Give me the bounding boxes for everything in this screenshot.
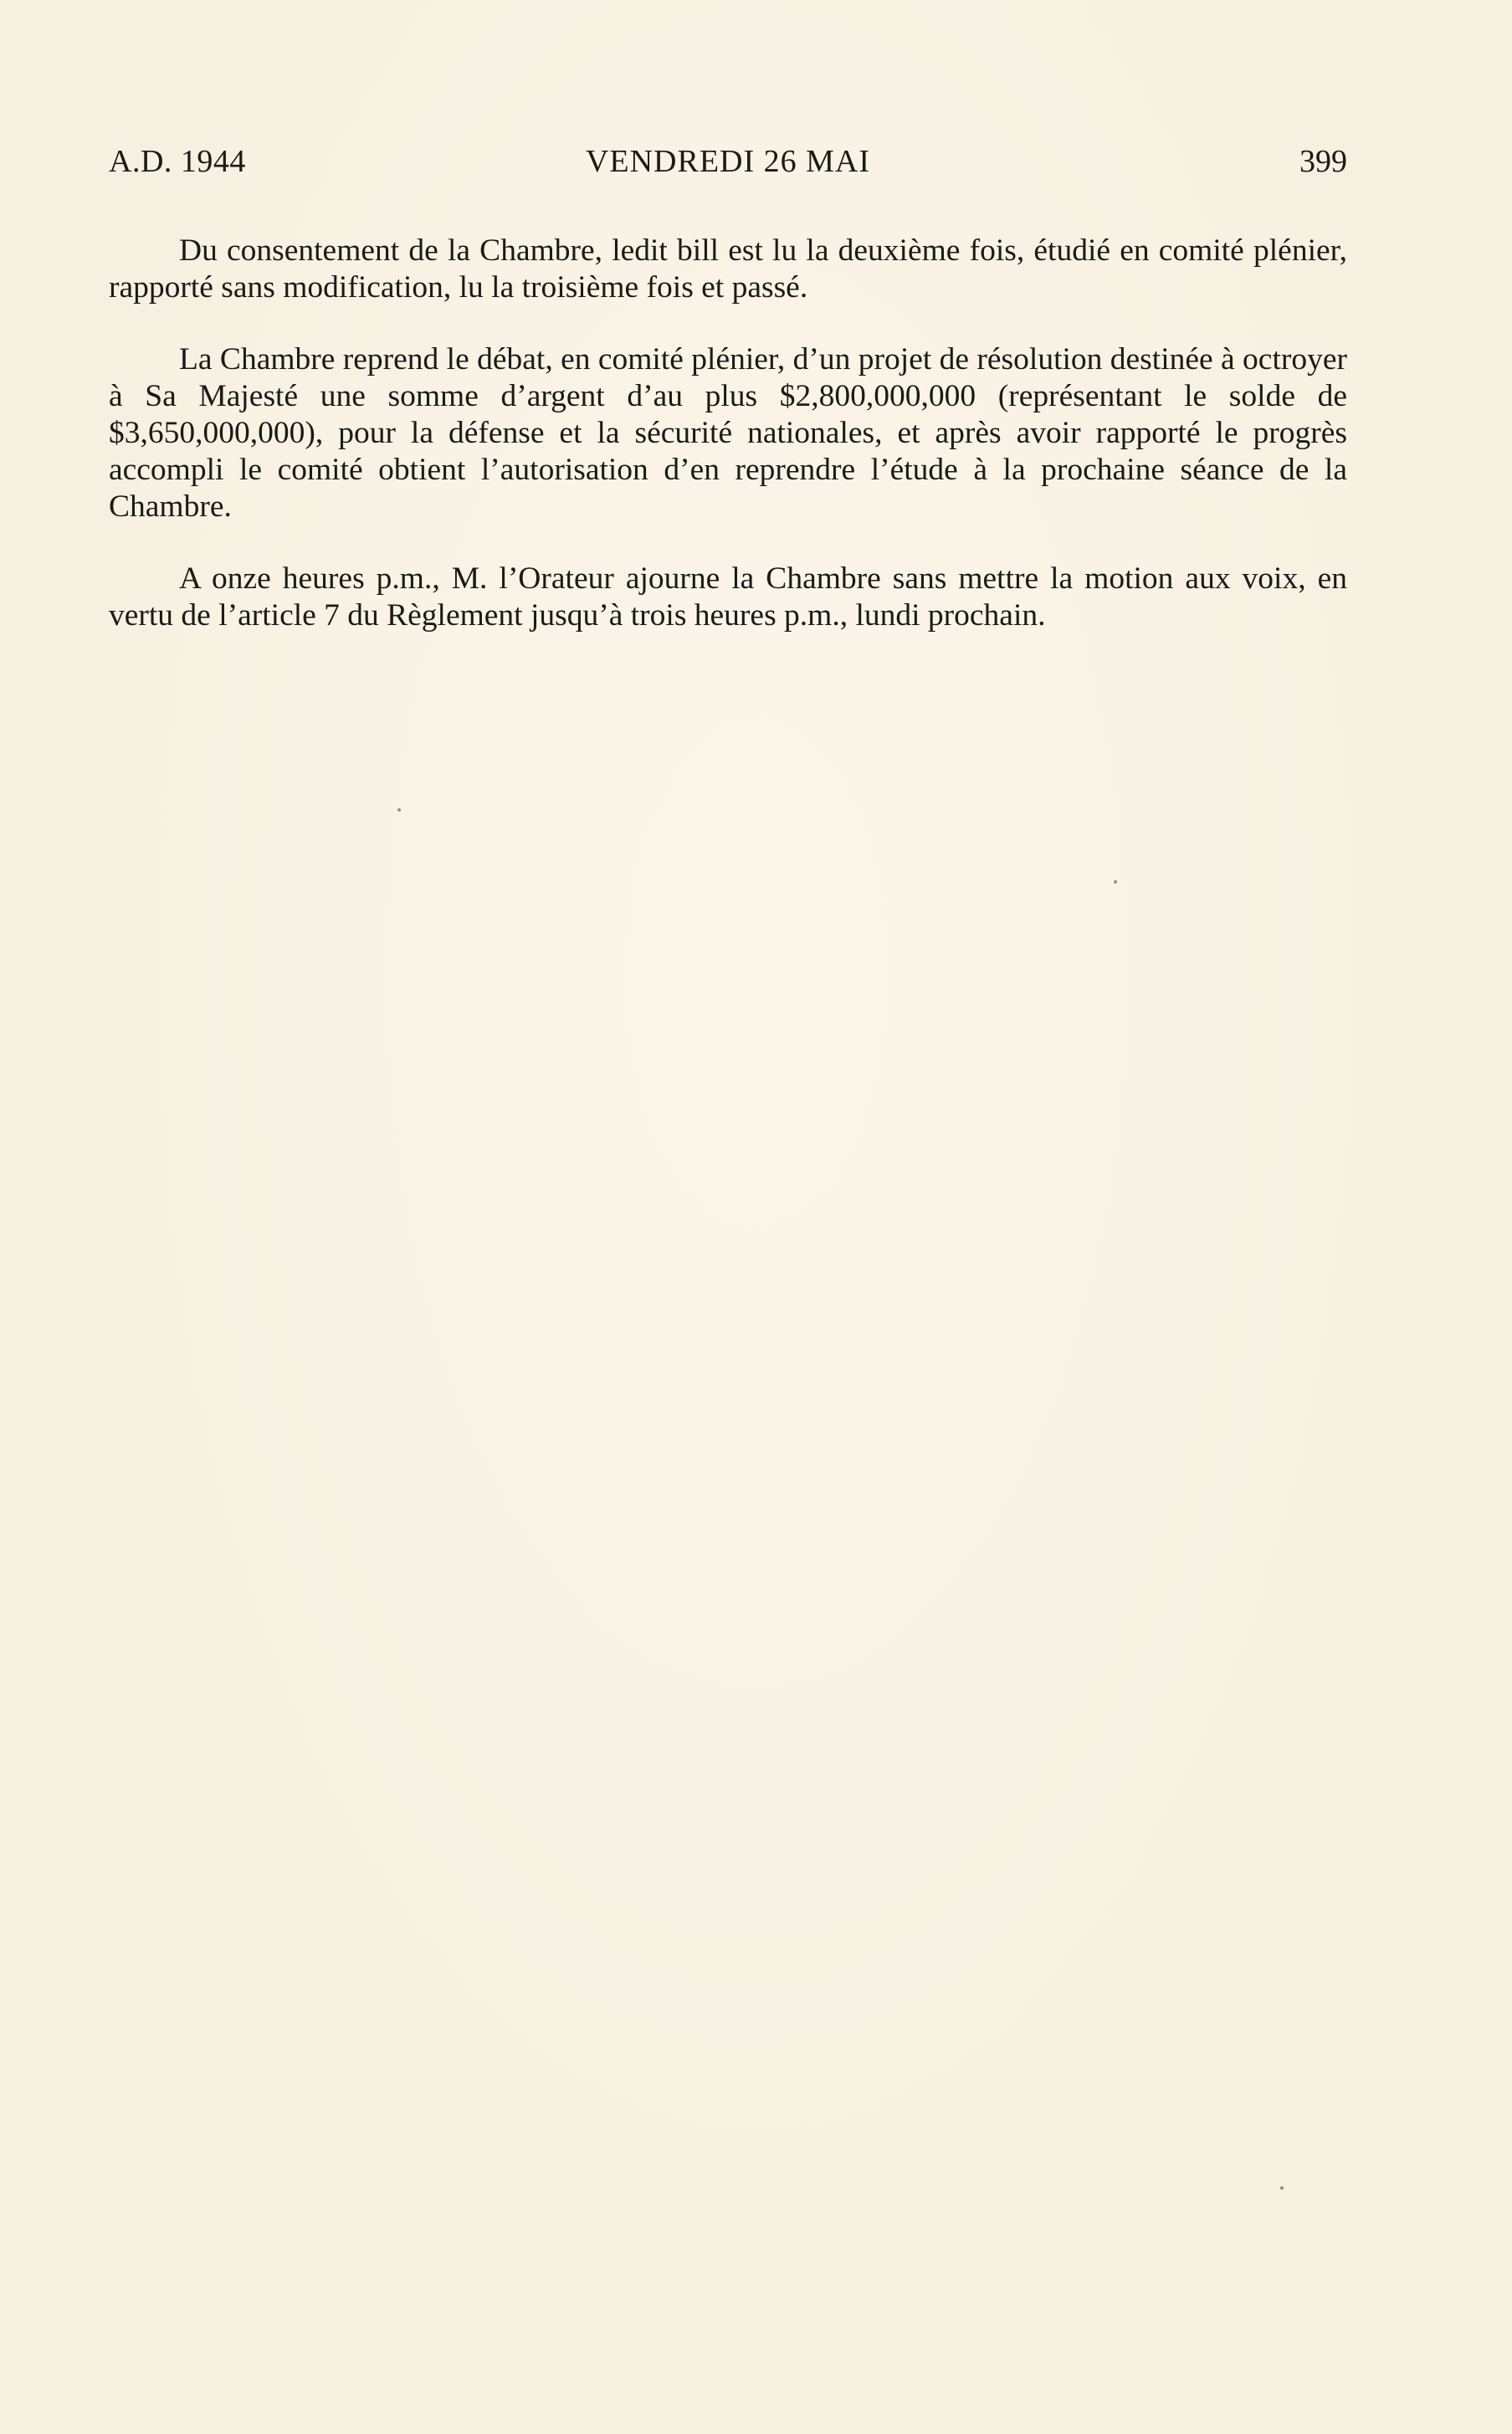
paper-speck <box>397 808 401 812</box>
header-year: A.D. 1944 <box>109 144 246 179</box>
page-number: 399 <box>1299 144 1347 179</box>
header-date: VENDREDI 26 MAI <box>585 144 871 179</box>
paragraph-adjournment: A onze heures p.m., M. l’Orateur ajourne la Chambre sans mettre la motion aux voix, en vertu de l’article 7 du Règlement jusqu’à trois heures p.m., lundi prochain. <box>109 561 1347 633</box>
paragraph-bill-passed: Du consentement de la Chambre, ledit bill est lu la deuxième fois, étudié en comité plénier, rapporté sans modification, lu la troisième fois et passé. <box>109 233 1347 305</box>
paragraph-committee-debate: La Chambre reprend le débat, en comité plénier, d’un projet de résolution destinée à octroyer à Sa Majesté une somme d’argent d’au plus $2,800,000,000 (représentant le solde de $3,650,000,000), pour la défense et la sécurité nationales, et après avoir rapporté le progrès accompli le comité obtient l’autorisation d’en reprendre l’étude à la prochaine séance de la Chambre. <box>109 342 1347 524</box>
paper-speck <box>1114 880 1117 884</box>
body-text <box>109 233 1347 669</box>
running-head <box>109 141 1347 182</box>
paper-speck <box>1280 2186 1284 2190</box>
